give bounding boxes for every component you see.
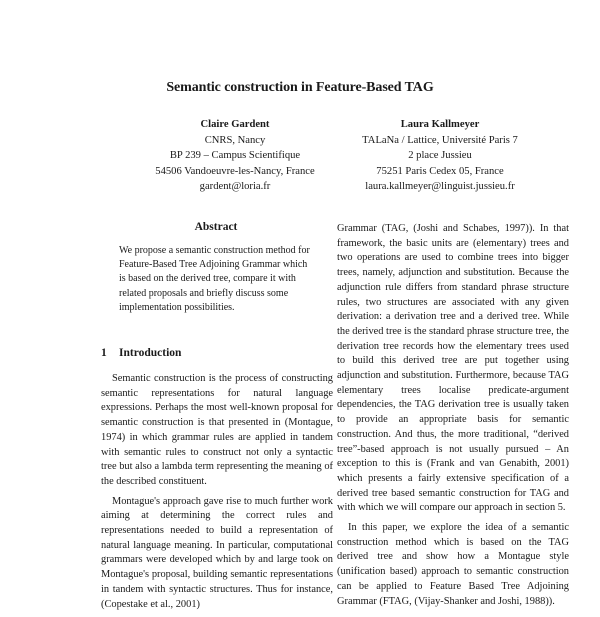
author-email: laura.kallmeyer@linguist.jussieu.fr — [365, 181, 515, 193]
left-column-body — [101, 372, 333, 617]
paper-title: Semantic construction in Feature-Based TAG — [166, 80, 434, 95]
author-name: Claire Gardent — [200, 119, 270, 130]
author-address: 54506 Vandoeuvre-les-Nancy, France — [155, 165, 315, 177]
section-number: 1 — [101, 347, 107, 359]
abstract-text: We propose a semantic construction method for Feature-Based Tree Adjoining Grammar which is based on the derived tree, compare it with related proposals and briefly discuss some implementation possibilities. — [119, 245, 310, 313]
section-title: Introduction — [119, 347, 182, 359]
author-email: gardent@loria.fr — [199, 181, 271, 193]
author-block-kallmeyer — [320, 117, 560, 195]
body-paragraph: Montague's approach gave rise to much further work aiming at determining the correct rules and representations needed to build a representation of natural language meaning. In particular, computational grammars were developed which by and large took on Montague's proposal, building semantic representations in tandem with syntactic structures. Thus for instance, (Copestake et al., 2001) — [101, 495, 333, 610]
body-paragraph: In this paper, we explore the idea of a semantic construction method which is based on the TAG derived tree and show how a Montague style (unification based) approach to semantic construction can be applied to Feature Based Tree Adjoining Grammar (FTAG, (Vijay-Shanker and Joshi, 1988)). — [337, 522, 569, 607]
body-paragraph: Semantic construction is the process of constructing semantic representations for natural language expressions. Perhaps the most well-known proposal for semantic construction is that presented in (Montague, 1974) in which grammar rules are applied in tandem with semantic rules to construct not only a syntactic tree but also a lambda term representing the meaning of the described constituent. — [101, 373, 333, 487]
section-heading-introduction — [101, 347, 181, 359]
author-address: BP 239 – Campus Scientifique — [169, 150, 301, 162]
author-address: 2 place Jussieu — [408, 150, 472, 162]
body-paragraph: Grammar (TAG, (Joshi and Schabes, 1997)). In that framework, the basic units are (elementary) trees and two operations are used to combine trees into bigger trees, namely, adjunction and substitution. Because the adjunction rule differs from standard phrase structure rules, two structures are associated with any given derivation: a derivation tree and a derived tree. While the derived tree is the standard phrase structure tree, the derivation tree records how the elementary trees used to build this derived tree are put together using adjunction and substitution. Furthermore, because TAG elementary trees localise predicate-argument dependencies, the TAG derivation tree is usually taken to provide an appropriate basis for semantic construction. And thus, the more traditional, “derived tree”-based approach is not usually pursued – An exception to this is (Frank and van Genabith, 2001) which presents a fairly extensive specification of a derived tree based semantic construction for TAG and with which we will compare our approach in section 5. — [337, 223, 569, 514]
author-address: 75251 Paris Cedex 05, France — [376, 165, 504, 177]
author-affiliation: TALaNa / Lattice, Université Paris 7 — [362, 134, 518, 146]
right-column-body — [337, 222, 569, 614]
author-name: Laura Kallmeyer — [400, 119, 480, 130]
abstract-heading: Abstract — [194, 221, 238, 233]
author-block-gardent — [120, 117, 350, 195]
author-affiliation: CNRS, Nancy — [204, 134, 266, 146]
